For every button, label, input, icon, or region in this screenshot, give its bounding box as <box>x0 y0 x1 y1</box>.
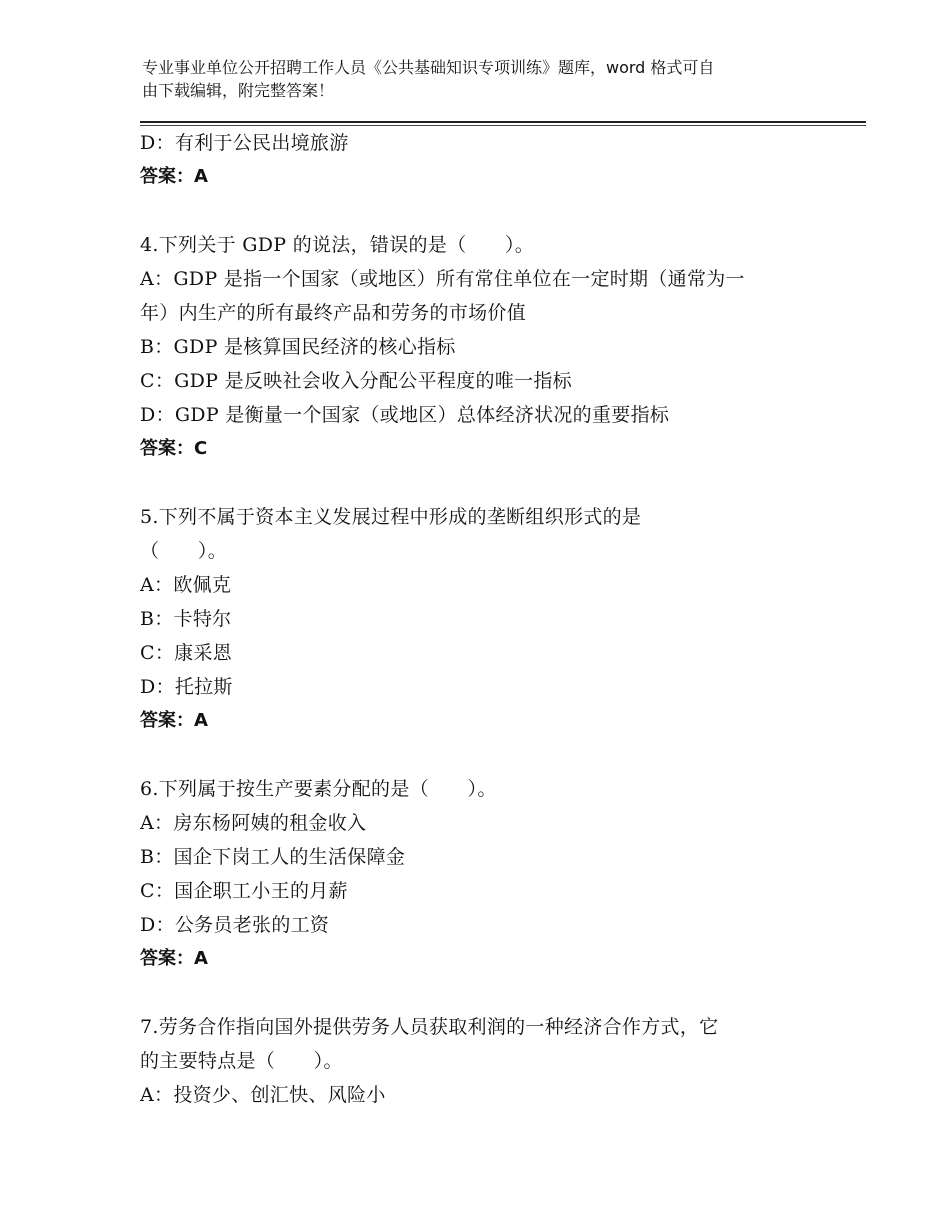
q5-option-a: A：欧佩克 <box>140 574 232 596</box>
q4-option-c: C：GDP 是反映社会收入分配公平程度的唯一指标 <box>140 370 572 392</box>
q4-answer: 答案：C <box>140 438 208 459</box>
q4-option-d: D：GDP 是衡量一个国家（或地区）总体经济状况的重要指标 <box>140 404 670 426</box>
q6-answer: 答案：A <box>140 948 208 969</box>
q6-option-b: B：国企下岗工人的生活保障金 <box>140 846 406 868</box>
q5-stem-line-1: 5.下列不属于资本主义发展过程中形成的垄断组织形式的是 <box>140 506 642 528</box>
q3-answer: 答案：A <box>140 166 208 187</box>
header-rule-thick <box>140 121 866 123</box>
q4-option-b: B：GDP 是核算国民经济的核心指标 <box>140 336 456 358</box>
q6-option-a: A：房东杨阿姨的租金收入 <box>140 812 367 834</box>
q6-option-c: C：国企职工小王的月薪 <box>140 880 348 902</box>
header-line-1: 专业事业单位公开招聘工作人员《公共基础知识专项训练》题库，word 格式可自 <box>142 58 715 77</box>
q4-stem: 4.下列关于 GDP 的说法，错误的是（ ）。 <box>140 234 535 256</box>
q4-option-a-line-1: A：GDP 是指一个国家（或地区）所有常住单位在一定时期（通常为一 <box>140 268 745 290</box>
q4-option-a-line-2: 年）内生产的所有最终产品和劳务的市场价值 <box>140 302 527 324</box>
q6-option-d: D：公务员老张的工资 <box>140 914 330 936</box>
header-line-2: 由下载编辑，附完整答案！ <box>142 81 335 100</box>
q7-stem-line-2: 的主要特点是（ ）。 <box>140 1050 343 1072</box>
spacer <box>140 738 800 772</box>
q7-stem-line-1: 7.劳务合作指向国外提供劳务人员获取利润的一种经济合作方式，它 <box>140 1016 719 1038</box>
spacer <box>140 466 800 500</box>
q5-option-c: C：康采恩 <box>140 642 233 664</box>
q5-option-d: D：托拉斯 <box>140 676 233 698</box>
spacer <box>140 194 800 228</box>
q5-option-b: B：卡特尔 <box>140 608 232 630</box>
q7-option-a: A：投资少、创汇快、风险小 <box>140 1084 386 1106</box>
q5-stem-line-2: （ ）。 <box>140 540 228 562</box>
q3-option-d: D：有利于公民出境旅游 <box>140 132 349 154</box>
q6-stem: 6.下列属于按生产要素分配的是（ ）。 <box>140 778 497 800</box>
spacer <box>140 976 800 1010</box>
question-content <box>140 126 800 1112</box>
page-header <box>142 56 822 102</box>
q5-answer: 答案：A <box>140 710 208 731</box>
